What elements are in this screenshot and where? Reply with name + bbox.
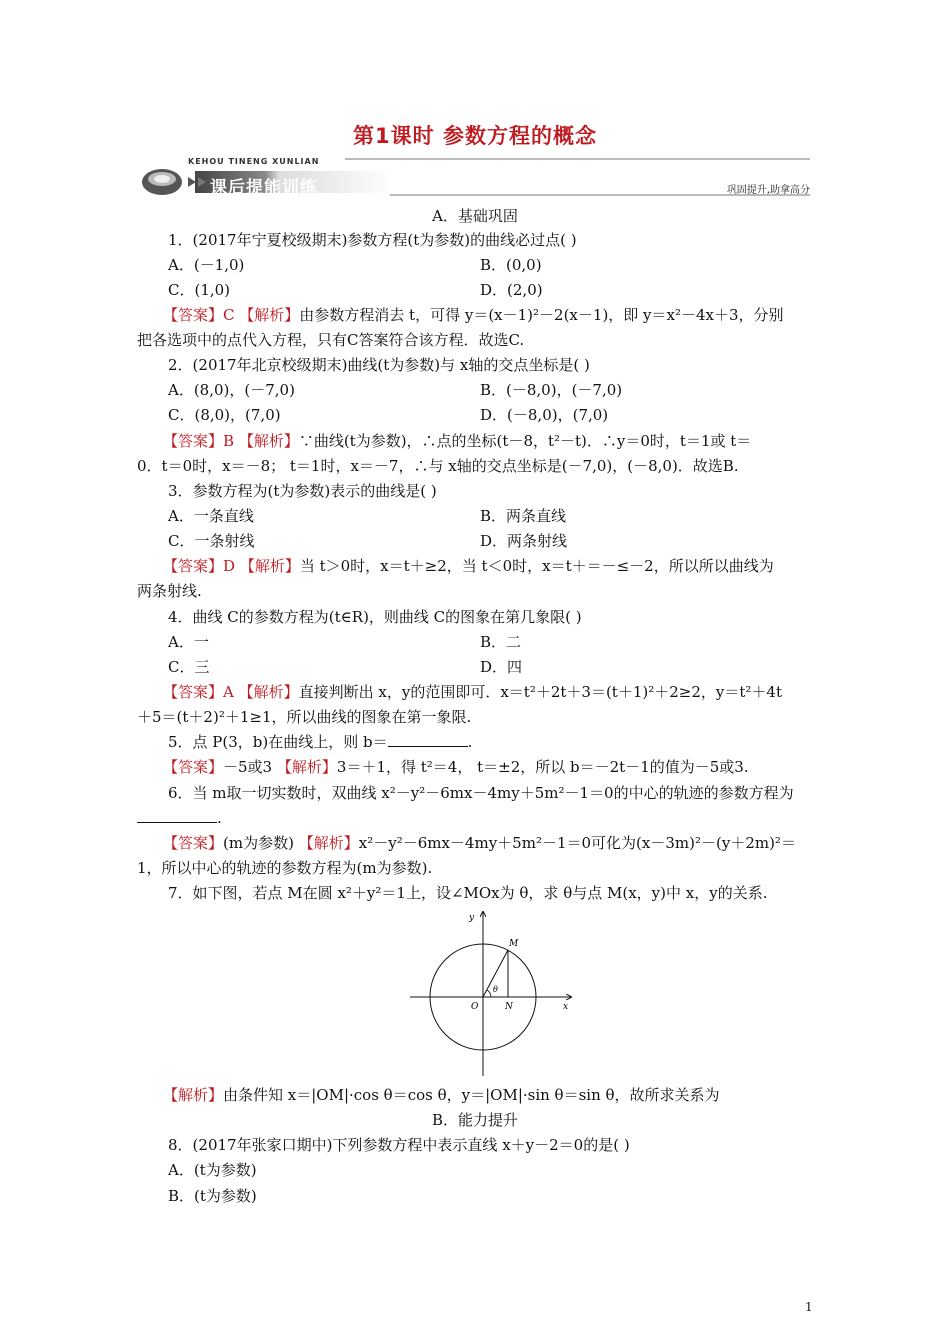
explanation-tag: 【解析】 — [238, 432, 299, 450]
q1-option-a: A．(－1,0) — [168, 256, 245, 274]
q2-option-b: B．(－8,0)，(－7,0) — [480, 381, 623, 399]
q5-explanation — [163, 756, 749, 778]
explanation-text: 3＝＋1，得 t²＝4， t＝±2，所以 b＝－2t－1的值为－5或3. — [336, 758, 749, 776]
q6-stem: 6．当 m取一切实数时，双曲线 x²－y²－6mx－4my＋5m²－1＝0的中心的轨迹的参数方程为 — [168, 784, 794, 802]
answer-tag: 【答案】C — [163, 306, 235, 324]
answer-tag: 【答案】 — [163, 834, 224, 852]
q6-explanation-cont: 1，所以中心的轨迹的参数方程为(m为参数). — [137, 859, 433, 877]
circle-diagram — [405, 908, 575, 1078]
explanation-tag: 【解析】 — [239, 557, 300, 575]
section-banner — [140, 155, 810, 197]
answer-value: (m为参数) — [223, 834, 294, 852]
q2-explanation-cont: 0．t＝0时，x＝－8； t＝1时，x＝－7，∴与 x轴的交点坐标是(－7,0)，(－8,0)．故选B. — [137, 457, 739, 475]
q1-stem: 1．(2017年宁夏校级期末)参数方程(t为参数)的曲线必过点( ) — [168, 231, 577, 249]
q3-option-d: D．两条射线 — [480, 532, 568, 550]
q5-stem — [168, 731, 472, 753]
explanation-tag: 【解析】 — [298, 834, 359, 852]
q3-option-a: A．一条直线 — [168, 507, 254, 525]
explanation-tag: 【解析】 — [163, 1086, 224, 1104]
q4-option-a: A．一 — [168, 633, 209, 651]
q3-stem: 3．参数方程为(t为参数)表示的曲线是( ) — [168, 482, 437, 500]
banner-title: 课后提能训练 — [210, 178, 318, 198]
q1-option-d: D．(2,0) — [480, 281, 543, 299]
banner-slogan: 巩固提升,助拿高分 — [726, 185, 810, 196]
q1-explanation — [163, 304, 784, 326]
q6-stem-cont — [137, 807, 222, 829]
q4-option-c: C．三 — [168, 658, 210, 676]
banner-subtitle: KEHOU TINENG XUNLIAN — [188, 157, 320, 166]
q1-option-c: C．(1,0) — [168, 281, 231, 299]
label-y: y — [469, 913, 475, 923]
explanation-tag: 【解析】 — [276, 758, 337, 776]
explanation-text: x²－y²－6mx－4my＋5m²－1＝0可化为(x－3m)²－(y＋2m)²＝ — [358, 834, 796, 852]
explanation-text: 由参数方程消去 t，可得 y＝(x－1)²－2(x－1)，即 y＝x²－4x＋3，分别 — [299, 306, 784, 324]
label-o: O — [471, 1002, 479, 1012]
q3-option-b: B．两条直线 — [480, 507, 567, 525]
q8-option-a: A．(t为参数) — [168, 1161, 257, 1179]
q1-option-b: B．(0,0) — [480, 256, 542, 274]
q2-option-d: D．(－8,0)，(7,0) — [480, 406, 609, 424]
section-a-heading: A．基础巩固 — [432, 207, 518, 225]
page-title: 第1课时 参数方程的概念 — [353, 124, 597, 148]
explanation-text: 当 t＞0时，x＝t＋≥2，当 t＜0时，x＝t＋＝－≤－2，所以所以曲线为 — [299, 557, 774, 575]
q2-explanation — [163, 430, 751, 452]
explanation-text: 直接判断出 x，y的范围即可．x＝t²＋2t＋3＝(t＋1)²＋2≥2，y＝t²＋4t — [298, 683, 782, 701]
q3-explanation-cont: 两条射线. — [137, 582, 202, 600]
unit-circle-figure — [405, 908, 575, 1078]
answer-tag: 【答案】A — [163, 683, 234, 701]
answer-tag: 【答案】 — [163, 758, 224, 776]
q2-stem: 2．(2017年北京校级期末)曲线(t为参数)与 x轴的交点坐标是( ) — [168, 356, 590, 374]
answer-tag: 【答案】D — [163, 557, 236, 575]
answer-blank — [137, 808, 217, 823]
q3-explanation — [163, 555, 774, 577]
q5-stem-end: . — [467, 733, 473, 751]
q5-stem-text: 5．点 P(3，b)在曲线上，则 b＝ — [168, 733, 388, 751]
q7-explanation — [163, 1084, 720, 1106]
q3-option-c: C．一条射线 — [168, 532, 255, 550]
explanation-text: ∵曲线(t为参数)，∴点的坐标(t－8，t²－t)．∴y＝0时，t＝1或 t＝ — [298, 432, 752, 450]
label-m: M — [509, 939, 519, 949]
q6-explanation — [163, 832, 796, 854]
answer-tag: 【答案】B — [163, 432, 235, 450]
q2-option-c: C．(8,0)，(7,0) — [168, 406, 281, 424]
q8-stem: 8．(2017年张家口期中)下列参数方程中表示直线 x＋y－2＝0的是( ) — [168, 1136, 630, 1154]
explanation-text: 由条件知 x＝|OM|·cos θ＝cos θ，y＝|OM|·sin θ＝sin θ，故所求关系为 — [223, 1086, 720, 1104]
answer-value: －5或3 — [223, 758, 273, 776]
page-number: 1 — [805, 1300, 813, 1314]
section-b-heading: B．能力提升 — [431, 1111, 519, 1129]
q1-explanation-cont: 把各选项中的点代入方程，只有C答案符合该方程．故选C. — [137, 331, 525, 349]
q4-stem: 4．曲线 C的参数方程为(t∈R)，则曲线 C的图象在第几象限( ) — [168, 608, 582, 626]
q4-option-b: B．二 — [480, 633, 522, 651]
label-x: x — [563, 1002, 569, 1012]
q2-option-a: A．(8,0)，(－7,0) — [168, 381, 295, 399]
q4-explanation-cont: ＋5＝(t＋2)²＋1≥1，所以曲线的图象在第一象限. — [137, 708, 472, 726]
explanation-tag: 【解析】 — [238, 683, 299, 701]
explanation-tag: 【解析】 — [239, 306, 300, 324]
q6-stem-end: . — [217, 809, 222, 827]
answer-blank — [388, 732, 468, 747]
label-theta: θ — [493, 985, 498, 994]
label-n: N — [505, 1002, 513, 1012]
angle-arc — [487, 990, 491, 997]
q7-stem: 7．如下图，若点 M在圆 x²＋y²＝1上，设∠MOx为 θ，求 θ与点 M(x，y)中 x，y的关系. — [168, 884, 768, 902]
q8-option-b: B．(t为参数) — [168, 1187, 257, 1205]
q4-explanation — [163, 681, 782, 703]
q4-option-d: D．四 — [480, 658, 523, 676]
